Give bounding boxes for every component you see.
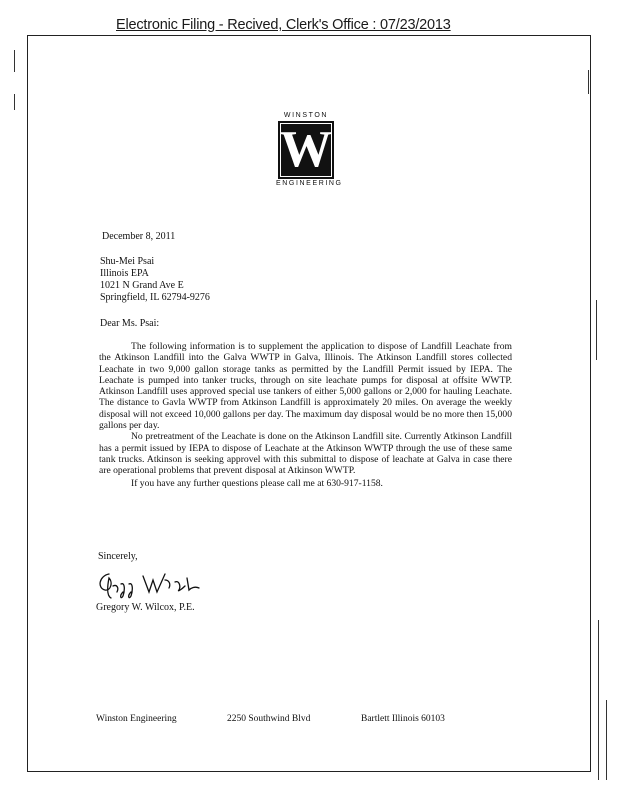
scan-artifact-line (14, 50, 15, 72)
logo-w-box (278, 121, 334, 179)
letter-body (99, 341, 512, 489)
winston-engineering-logo (276, 112, 343, 188)
footer-street: 2250 Southwind Blvd (227, 714, 311, 724)
signer-name: Gregory W. Wilcox, P.E. (96, 602, 195, 613)
closing: Sincerely, (98, 551, 138, 562)
scan-artifact-line (14, 94, 15, 110)
filing-stamp: Electronic Filing - Recived, Clerk's Office : 07/23/2013 (116, 17, 451, 33)
recipient-address (100, 256, 210, 304)
recipient-city: Springfield, IL 62794-9276 (100, 292, 210, 303)
recipient-name: Shu-Mei Psai (100, 256, 155, 267)
signature (95, 566, 205, 600)
scan-artifact-line (588, 70, 589, 94)
logo-letter: W (280, 121, 332, 178)
scan-artifact-line (606, 700, 607, 780)
body-paragraph: No pretreatment of the Leachate is done on the Atkinson Landfill site. Currently Atkinson Landfill has a permit issued by IEPA to dispose of Leachate at the Atkinson WWTP through the use of these same tank trucks. Atkinson is seeking approvel with this submittal to dispose of leachate at Galva in case there are operational problems that prevent disposal at Atkinson WWTP. (99, 431, 512, 477)
footer-company: Winston Engineering (96, 714, 177, 724)
recipient-org: Illinois EPA (100, 268, 149, 279)
logo-top-text: WINSTON (283, 112, 329, 119)
body-paragraph: The following information is to supplement the application to dispose of Landfill Leachate from the Atkinson Landfill into the Galva WWTP in Galva, Illinois. The Atkinson Landfill stores collected Leachate in two 9,000 gallon storage tanks as permitted by the Landfill Permit issued by IEPA. The Leachate is pumped into tanker trucks, through on site leachate pumps for disposal at offsite WWTP. Atkinson Landfill uses approved special use tankers of either 5,000 gallons or 2,000 for hauling Leachate. The distance to Gavla WWTP from Atkinson Landfill is approximately 20 miles. On average the weekly disposal will not exceed 10,000 gallons per day. The maximum day disposal would be no more then 15,000 gallons per day. (99, 341, 512, 432)
salutation: Dear Ms. Psai: (100, 318, 160, 329)
letter-date: December 8, 2011 (102, 231, 176, 242)
logo-bottom-text: ENGINEERING (276, 180, 343, 187)
recipient-street: 1021 N Grand Ave E (100, 280, 184, 291)
footer-city: Bartlett Illinois 60103 (361, 714, 445, 724)
scan-artifact-line (596, 300, 597, 360)
body-paragraph: If you have any further questions please call me at 630-917-1158. (131, 477, 383, 489)
scan-artifact-line (598, 620, 599, 780)
